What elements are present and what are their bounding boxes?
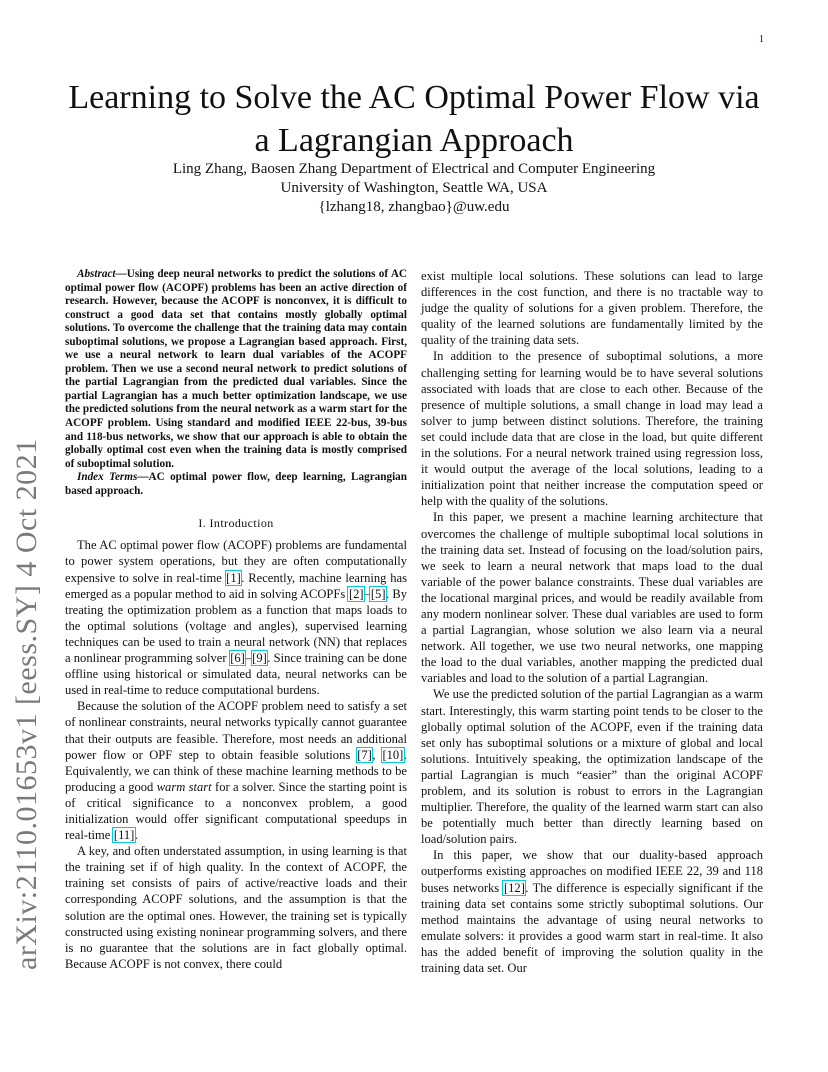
citation-link[interactable]: [7] <box>357 747 372 762</box>
emphasized-term: warm start <box>156 779 212 794</box>
intro-paragraph-6: We use the predicted solution of the partial Lagrangian as a warm start. Interestingly, this warm starting point tends to be closer to the globally optimal solution of the ACOPF, even if the training data set only has suboptimal solutions or a mixture of global and local solutions. Intuitively speaking, the optimization landscape of the partial Lagrangian is much “easier” than the original ACOPF problem, and its solution is robust to errors in the Lagrangian multiplier. Therefore, the quality of the learned warm start can also be potentially much better than directly learning based on load/solution pairs. <box>421 687 763 847</box>
section-heading-introduction: I. Introduction <box>198 516 274 531</box>
author-emails: {lzhang18, zhangbao}@uw.edu <box>318 199 510 215</box>
paragraph-text: Because the solution of the ACOPF problem need to satisfy a set of nonlinear constraints, neural networks typically cannot guarantee that their outputs are feasible. Therefore, most needs an additional power flow or OPF step to obtain feasible solutions <box>65 699 407 762</box>
citation-link[interactable]: [5] <box>370 586 386 601</box>
intro-paragraph-4: In addition to the presence of suboptimal solutions, a more challenging setting for learning would be to have several solutions associated with loads that are close to each other. Because of the presence of multiple solutions, a small change in load may lead a solver to jump between distinct solutions. Therefore, the training set could include data that are close in the load, but quite different in the solutions. For a neural network trained using regression loss, it would output the average of the local solutions, leading to a initialization point that neither increase the computation speed or help with the quality of the solutions. <box>421 349 763 509</box>
citation-separator: , <box>372 747 382 762</box>
paragraph-text: The AC optimal power flow (ACOPF) problems are fundamental to power system operations, but they are often computationally expensive to solve in real-time <box>65 538 407 585</box>
citation-separator: – <box>245 651 252 666</box>
intro-paragraph-1 <box>65 537 407 698</box>
arxiv-identifier-stamp[interactable]: arXiv:2110.01653v1 [eess.SY] 4 Oct 2021 <box>10 438 43 970</box>
intro-paragraph-2 <box>65 698 407 843</box>
left-column <box>65 268 407 972</box>
abstract-text: —Using deep neural networks to predict the solutions of AC optimal power flow (ACOPF) problems has been an active direction of research. However, because the ACOPF is nonconvex, it is difficult to construct a good data set that contains mostly globally optimal solutions. To overcome the challenge that the training data may contain suboptimal solutions, we propose a Lagrangian based approach. First, we use a neural network to learn dual variables of the ACOPF problem. Then we use a second neural network to predict solutions of the partial Lagrangian from the predicted dual variables. Since the partial Lagrangian has a much better optimization landscape, we use the predicted solutions from the neural network as a warm start for the ACOPF problem. Using standard and modified IEEE 22-bus, 39-bus and 118-bus networks, we show that our approach is able to obtain the globally optimal cost even when the training data is mostly comprised of suboptimal solution. <box>65 268 407 470</box>
citation-link[interactable]: [2] <box>348 586 364 601</box>
paragraph-text: . By treating the optimization problem as a function that maps loads to the optimal solutions (voltage and angles), supervised learning techniques can be used to train a neural network (NN) that replaces a nonlinear programming solver <box>65 586 408 666</box>
author-block <box>60 160 768 217</box>
paragraph-text: . Since training can be done offline using historical or simulated data, neural networks can be used in real-time to reduce computational burdens. <box>65 651 407 698</box>
paragraph-text: In this paper, we show that our duality-based approach outperforms existing approaches on modified IEEE 22, 39 and 118 buses networks <box>421 848 763 895</box>
index-terms-text: —AC optimal power flow, deep learning, Lagrangian based approach. <box>65 471 407 497</box>
index-terms-label: Index Terms <box>77 471 138 484</box>
index-terms <box>65 471 407 498</box>
citation-link[interactable]: [9] <box>252 651 267 666</box>
paragraph-text: . Recently, machine learning has emerged as a popular method to aid in solving ACOPFs <box>65 570 408 601</box>
citation-link[interactable]: [1] <box>226 570 241 585</box>
page-number: 1 <box>759 34 764 45</box>
intro-paragraph-5: In this paper, we present a machine learning architecture that overcomes the challenge of multiple suboptimal local solutions in the training data set. Instead of focusing on the load/solution pairs, we seek to learn a neural network that maps load to the dual variable of the power balance constraints. These dual variables are the locational marginal prices, and would be readily available from any modern nonlinear solver. These dual variables are used to form a partial Lagrangian, whose solution we also learn via a neural network. All together, we use two neural networks, one mapping the load to the dual variables, another mapping the predicted dual variables and load to the solution of a partial Lagrangian. <box>421 510 763 686</box>
citation-link[interactable]: [10] <box>382 747 404 762</box>
intro-paragraph-3: A key, and often understated assumption, in using learning is that the training set if of high quality. In the context of ACOPF, the training set consists of pairs of active/reactive loads and their corresponding ACOPF solutions, and the assumption is that the solution are the optimal ones. However, the training set is typically constructed using existing noninear programming solvers, and there is no guarantee that the solutions are in fact globally optimal. Because ACOPF is not convex, there could <box>65 844 407 971</box>
intro-paragraph-3-continued: exist multiple local solutions. These solutions can lead to large differences in the cost function, and there is no tractable way to judge the quality of solutions for a given problem. Therefore, the quality of the learned solutions are fundamentally limited by the quality of the training data sets. <box>421 269 763 348</box>
paragraph-text: . Equivalently, we can think of these machine learning methods to be producing a good <box>65 747 407 794</box>
abstract-label: Abstract <box>77 268 116 280</box>
intro-paragraph-7 <box>421 847 763 976</box>
paper-title: Learning to Solve the AC Optimal Power Flow via a Lagrangian Approach <box>68 79 760 159</box>
citation-separator: – <box>364 586 371 601</box>
citation-link[interactable]: [6] <box>230 651 245 666</box>
citation-link[interactable]: [11] <box>113 828 135 843</box>
abstract <box>65 268 407 471</box>
author-university: University of Washington, Seattle WA, USA <box>280 180 548 196</box>
author-names-affiliation: Ling Zhang, Baosen Zhang Department of Electrical and Computer Engineering <box>172 161 656 177</box>
citation-link[interactable]: [12] <box>503 880 525 895</box>
paragraph-text: for a solver. Since the starting point is of critical significance to a nonconvex problem, a good initialization would offer significant computational speedups in real-time <box>65 779 408 843</box>
right-column <box>421 268 763 976</box>
paragraph-text: . The difference is especially significant if the training data set contains some strictly suboptimal solutions. Our method maintains the advantage of using neural networks to emulate solvers: it provides a good warm start in real-time. It also has the added benefit of improving the solution quality in the training data set. Our <box>421 880 763 976</box>
paragraph-text: . <box>134 828 139 843</box>
